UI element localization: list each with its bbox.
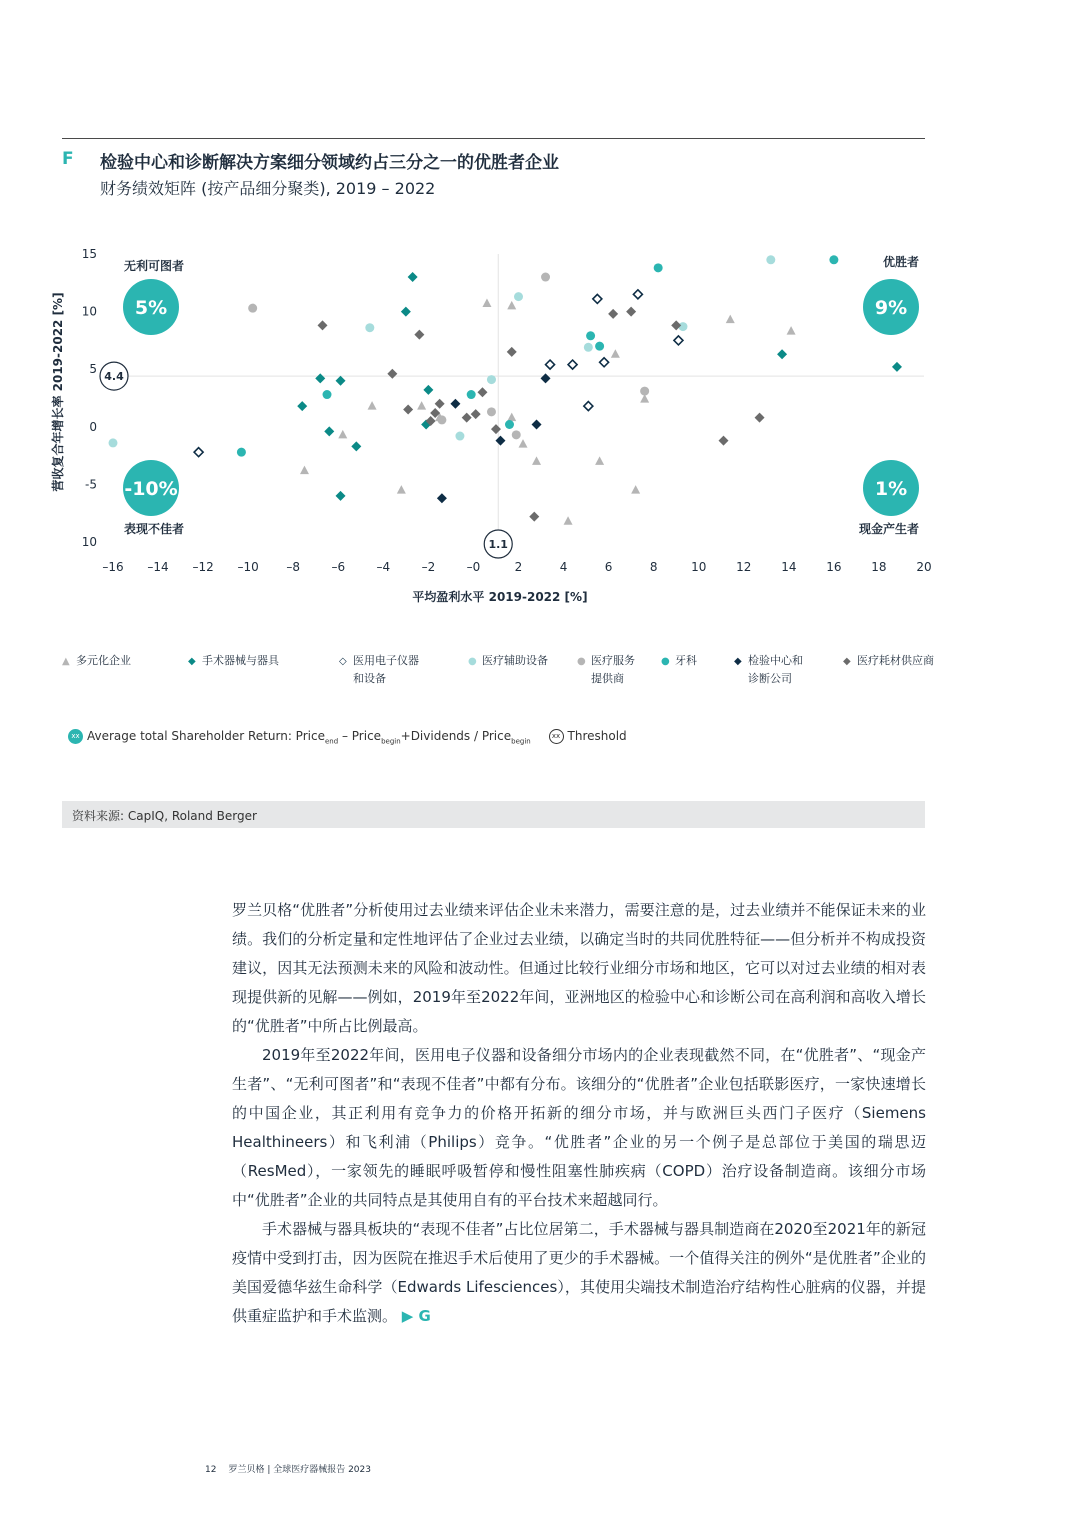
figure-title: 检验中心和诊断解决方案细分领域约占三分之一的优胜者企业 bbox=[100, 153, 559, 173]
footer-text: 罗兰贝格 | 全球医疗器械报告 2023 bbox=[228, 1465, 371, 1475]
legend-item bbox=[577, 652, 635, 687]
diamond-point bbox=[450, 399, 460, 409]
circle-point bbox=[829, 255, 838, 264]
circle-point bbox=[323, 390, 332, 399]
circle-point bbox=[437, 415, 446, 424]
x-tick-label: –12 bbox=[192, 560, 214, 574]
triangle-point bbox=[532, 456, 541, 465]
legend-item bbox=[843, 652, 934, 670]
diamond-point bbox=[437, 493, 447, 503]
quadrant-tsr-value: -10% bbox=[124, 478, 178, 500]
triangle-point bbox=[726, 315, 735, 324]
quadrant-tsr-value: 1% bbox=[874, 478, 908, 500]
legend-label: 提供商 bbox=[591, 672, 624, 685]
data-points bbox=[109, 255, 902, 525]
circle-point bbox=[654, 263, 663, 272]
legend-label: 诊断公司 bbox=[748, 672, 792, 685]
circle-point bbox=[248, 304, 257, 313]
legend-symbol-icon: ▲ bbox=[62, 656, 70, 667]
y-tick-label: 0 bbox=[89, 419, 97, 434]
triangle-point bbox=[507, 413, 516, 422]
diamond-point bbox=[315, 373, 325, 383]
x-tick-label: 6 bbox=[604, 560, 613, 574]
diamond-point bbox=[719, 436, 729, 446]
circle-point bbox=[237, 448, 246, 457]
triangle-point bbox=[595, 456, 604, 465]
x-tick-label: 12 bbox=[736, 560, 752, 574]
legend-item bbox=[188, 652, 279, 670]
legend-symbol-icon: ◆ bbox=[734, 656, 742, 667]
x-tick-label: –14 bbox=[147, 560, 169, 574]
diamond-point bbox=[541, 373, 551, 383]
x-tick-label: 10 bbox=[691, 560, 707, 574]
diamond-point bbox=[532, 419, 542, 429]
paragraph-3: 手术器械与器具板块的“表现不佳者”占比位居第二，手术器械与器具制造商在2020至2021年的新冠疫情中受到打击，因为医院在推迟手术后使用了更少的手术器械。一个值得关注的例外“是优胜者”企业的美国爱德华兹生命科学（Edwards Lifesciences），其使用尖端技术制造治疗结构性心脏病的仪器，并提供重症监护和手术监测。 ▶ G bbox=[232, 1220, 926, 1325]
x-threshold-value: 1.1 bbox=[488, 538, 508, 551]
paragraph-1: 罗兰贝格“优胜者”分析使用过去业绩来评估企业未来潜力，需要注意的是，过去业绩并不能保证未来的业绩。我们的分析定量和定性地评估了企业过去业绩，以确定当时的共同优胜特征——但分析并不构成投资建议，因其无法预测未来的风险和波动性。但通过比较行业细分市场和地区，它可以对过去业绩的相对表现提供新的见解——例如，2019年至2022年间，亚洲地区的检验中心和诊断公司在高利润和高收入增长的“优胜者”中所占比例最高。 bbox=[232, 901, 926, 1035]
legend-item bbox=[468, 652, 548, 670]
page-number: 12 bbox=[205, 1465, 217, 1475]
legend-symbol-icon: ● bbox=[661, 656, 670, 667]
legend-label: 手术器械与器具 bbox=[202, 654, 279, 667]
open-diamond-point bbox=[584, 402, 593, 411]
legend-item bbox=[339, 652, 419, 687]
source-text: 资料来源: CapIQ, Roland Berger bbox=[72, 809, 257, 823]
figure-subtitle: 财务绩效矩阵 (按产品细分聚类), 2019 – 2022 bbox=[100, 179, 436, 198]
circle-point bbox=[640, 387, 649, 396]
circle-point bbox=[512, 430, 521, 439]
x-tick-label: 14 bbox=[781, 560, 797, 574]
triangle-point bbox=[417, 401, 426, 410]
diamond-point bbox=[336, 376, 346, 386]
quadrant-tsr-value: 5% bbox=[134, 297, 168, 319]
x-tick-label: –16 bbox=[102, 560, 124, 574]
legend-symbol-icon: ◆ bbox=[188, 656, 196, 667]
x-tick-label: 8 bbox=[649, 560, 658, 574]
diamond-point bbox=[401, 307, 411, 317]
legend-label: 牙科 bbox=[675, 654, 697, 667]
x-tick-label: 2 bbox=[514, 560, 523, 574]
diamond-point bbox=[529, 512, 539, 522]
open-diamond-point bbox=[674, 336, 683, 345]
figure-letter: F bbox=[62, 149, 74, 169]
diamond-point bbox=[423, 385, 433, 395]
circle-point bbox=[487, 407, 496, 416]
diamond-point bbox=[892, 362, 902, 372]
legend-item bbox=[661, 652, 697, 670]
open-diamond-point bbox=[600, 358, 609, 367]
circle-point bbox=[467, 390, 476, 399]
y-tick-label: 5 bbox=[89, 362, 97, 377]
x-tick-label: –2 bbox=[421, 560, 436, 574]
x-tick-label: –0 bbox=[466, 560, 481, 574]
diamond-point bbox=[318, 320, 328, 330]
legend-item bbox=[62, 652, 131, 670]
diamond-point bbox=[477, 387, 487, 397]
quadrant-name: 现金产生者 bbox=[858, 522, 919, 536]
legend-symbol-icon: ● bbox=[577, 656, 586, 667]
circle-point bbox=[109, 438, 118, 447]
scatter-chart bbox=[0, 230, 1080, 630]
legend-label: 医疗服务 bbox=[591, 654, 635, 667]
circle-point bbox=[514, 292, 523, 301]
triangle-point bbox=[564, 516, 573, 525]
triangle-point bbox=[300, 466, 309, 475]
y-tick-label: -5 bbox=[85, 477, 97, 492]
top-rule bbox=[62, 138, 925, 139]
x-tick-label: 18 bbox=[871, 560, 887, 574]
triangle-point bbox=[631, 485, 640, 494]
paragraph-2: 2019年至2022年间，医用电子仪器和设备细分市场内的企业表现截然不同，在“优胜者”、“现金产生者”、“无利可图者”和“表现不佳者”中都有分布。该细分的“优胜者”企业包括联影医疗，一家快速增长的中国企业，其正利用有竞争力的价格开拓新的细分市场，并与欧洲巨头西门子医疗（Siemens Healthineers）和飞利浦（Philips）竞争。“优胜者”企业的另一个例子是总部位于美国的瑞思迈（ResMed），一家领先的睡眠呼吸暂停和慢性阻塞性肺疾病（COPD）治疗设备制造商。该细分市场中“优胜者”企业的共同特点是其使用自有的平台技术来超越同行。 bbox=[232, 1046, 926, 1209]
diamond-point bbox=[495, 436, 505, 446]
diamond-point bbox=[626, 307, 636, 317]
diamond-point bbox=[387, 369, 397, 379]
open-diamond-point bbox=[568, 360, 577, 369]
diamond-point bbox=[324, 426, 334, 436]
diamond-point bbox=[777, 349, 787, 359]
circle-point bbox=[584, 343, 593, 352]
circle-point bbox=[455, 432, 464, 441]
y-tick-label: 15 bbox=[81, 247, 97, 261]
diamond-point bbox=[403, 405, 413, 415]
tsr-circle-icon: xx bbox=[68, 729, 83, 744]
diamond-point bbox=[351, 441, 361, 451]
quadrant-tsr-value: 9% bbox=[874, 297, 908, 319]
legend-symbol-icon: ◇ bbox=[339, 656, 347, 667]
triangle-point bbox=[611, 349, 620, 358]
triangle-point bbox=[519, 439, 528, 448]
circle-point bbox=[586, 331, 595, 340]
x-tick-label: –10 bbox=[237, 560, 259, 574]
legend-label: 多元化企业 bbox=[76, 654, 131, 667]
diamond-point bbox=[462, 413, 472, 423]
diamond-point bbox=[297, 401, 307, 411]
diamond-point bbox=[491, 424, 501, 434]
continue-link[interactable]: ▶ G bbox=[401, 1307, 431, 1325]
page-footer bbox=[205, 1462, 371, 1475]
triangle-point bbox=[787, 326, 796, 335]
legend-label: 医疗耗材供应商 bbox=[857, 654, 934, 667]
tsr-note: xx Average total Shareholder Return: Price$_{end}$ – Price$_{begin}$+Dividends / Price$_{begin}$ xx Threshold bbox=[68, 729, 627, 745]
diamond-point bbox=[471, 409, 481, 419]
x-tick-label: 20 bbox=[916, 560, 932, 574]
diamond-point bbox=[507, 347, 517, 357]
quadrant-name: 表现不佳者 bbox=[124, 522, 185, 536]
diamond-point bbox=[408, 272, 418, 282]
legend-label: 医用电子仪器 bbox=[353, 654, 419, 667]
x-tick-label: –4 bbox=[376, 560, 391, 574]
triangle-point bbox=[338, 430, 347, 439]
diamond-point bbox=[336, 491, 346, 501]
open-diamond-point bbox=[546, 360, 555, 369]
triangle-point bbox=[397, 485, 406, 494]
quadrant-name: 无利可图者 bbox=[124, 259, 185, 273]
legend-label: 和设备 bbox=[353, 672, 386, 685]
legend-symbol-icon: ◆ bbox=[843, 656, 851, 667]
x-axis-label: 平均盈利水平 2019-2022 [%] bbox=[412, 590, 588, 604]
open-diamond-point bbox=[633, 290, 642, 299]
quadrant-name: 优胜者 bbox=[882, 255, 919, 269]
x-tick-label: 16 bbox=[826, 560, 842, 574]
legend-symbol-icon: ● bbox=[468, 656, 477, 667]
y-tick-label: 10 bbox=[81, 304, 97, 319]
diamond-point bbox=[435, 399, 445, 409]
x-tick-label: –6 bbox=[331, 560, 346, 574]
circle-point bbox=[505, 420, 514, 429]
body-text bbox=[232, 896, 926, 1331]
threshold-circle-icon: xx bbox=[549, 729, 564, 744]
triangle-point bbox=[368, 401, 377, 410]
open-diamond-point bbox=[593, 294, 602, 303]
legend-label: 检验中心和 bbox=[748, 654, 803, 667]
y-threshold-value: 4.4 bbox=[104, 370, 124, 384]
axis-ticks bbox=[82, 247, 932, 574]
y-tick-label: 10 bbox=[81, 535, 97, 549]
legend-label: 医疗辅助设备 bbox=[482, 654, 548, 667]
circle-point bbox=[541, 273, 550, 282]
diamond-point bbox=[414, 330, 424, 340]
source-bar bbox=[62, 801, 925, 828]
diamond-point bbox=[608, 309, 618, 319]
legend-item bbox=[734, 652, 803, 687]
x-tick-label: –8 bbox=[286, 560, 301, 574]
circle-point bbox=[595, 342, 604, 351]
circle-point bbox=[487, 375, 496, 384]
circle-point bbox=[365, 323, 374, 332]
triangle-point bbox=[507, 301, 516, 310]
diamond-point bbox=[755, 413, 765, 423]
circle-point bbox=[766, 255, 775, 264]
open-diamond-point bbox=[194, 448, 203, 457]
triangle-point bbox=[482, 299, 491, 308]
y-axis-label: 营收复合年增长率 2019-2022 [%] bbox=[51, 292, 65, 492]
x-tick-label: 4 bbox=[559, 560, 568, 574]
